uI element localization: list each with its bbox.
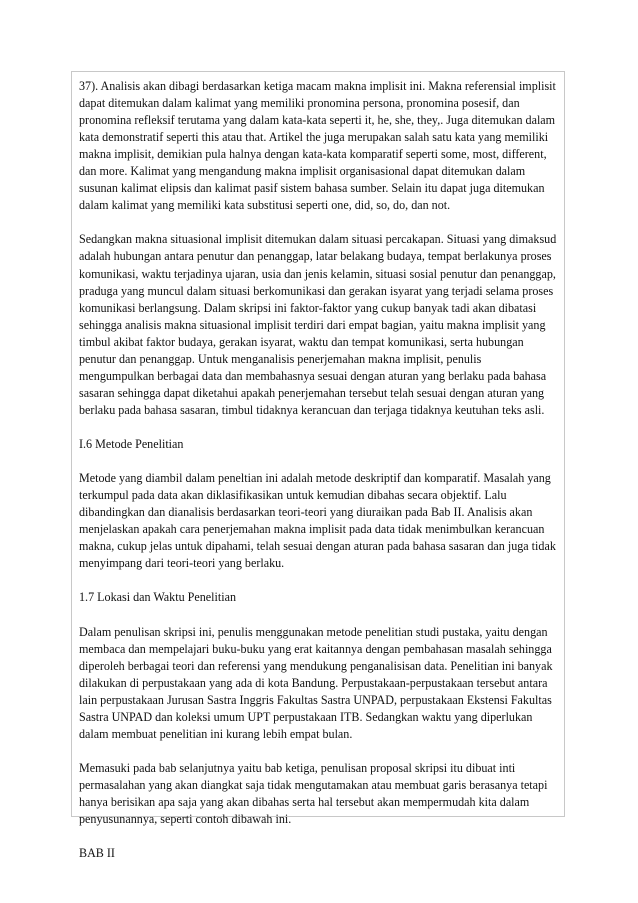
paragraph-gap [79,572,558,589]
paragraph-gap [79,743,558,760]
paragraph-metode: Metode yang diambil dalam peneltian ini adalah metode deskriptif dan komparatif. Masalah yang terkumpul pada data akan diklasifikasikan untuk kemudian dibahas secara objektif. Lalu dibandingkan dan dianalisis berdasarkan teori-teori yang diuraikan pada Bab II. Analisis akan menjelaskan apakah cara penerjemahan makna implisit pada data tidak menimbulkan kerancuan makna, cukup jelas untuk dipahami, telah sesuai dengan aturan pada bahasa sasaran dan juga tidak menyimpang dari teori-teori yang berlaku. [79,471,556,571]
document-page [71,71,565,861]
paragraph-implisit-referensial: 37). Analisis akan dibagi berdasarkan ketiga macam makna implisit ini. Makna referensial implisit dapat ditemukan dalam kalimat yang memiliki pronomina persona, pronomina posesif, dan pronomina refleksif terutama yang dalam kata-kata seperti it, he, she, they,. Juga ditemukan dalam kata demonstratif seperti this atau that. Artikel the juga merupakan salah satu kata yang memiliki makna implisit, demikian pula halnya dengan kata-kata komparatif seperti some, most, different, dan more. Kalimat yang mengandung makna implisit organisasional dapat ditemukan dalam susunan kalimat elipsis dan kalimat pasif sistem bahasa sumber. Selain itu dapat juga ditemukan dalam kalimat yang memiliki kata substitusi seperti one, did, so, do, dan not. [79,79,556,213]
chapter-heading-bab-ii: BAB II [79,846,115,861]
paragraph-gap [79,419,558,436]
paragraph-gap [79,828,558,845]
section-heading-lokasi-waktu: 1.7 Lokasi dan Waktu Penelitian [79,590,236,605]
paragraph-lokasi-waktu: Dalam penulisan skripsi ini, penulis menggunakan metode penelitian studi pustaka, yaitu dengan membaca dan mempelajari buku-buku yang erat kaitannya dengan pembahasan masalah sehingga diperoleh berbagai teori dan referensi yang mendukung penganalisisan data. Penelitian ini banyak dilakukan di perpustakaan yang ada di kota Bandung. Perpustakaan-perpustakaan tersebut antara lain perpustakaan Jurusan Sastra Inggris Fakultas Sastra UNPAD, perpustakaan Ekstensi Fakultas Sastra UNPAD dan koleksi umum UPT perpustakaan ITB. Sedangkan waktu yang diperlukan dalam membuat penelitian ini kurang lebih empat bulan. [79,624,553,741]
paragraph-gap [79,214,558,231]
paragraph-gap [79,453,558,470]
paragraph-gap [79,606,558,623]
paragraph-situasional-implisit: Sedangkan makna situasional implisit ditemukan dalam situasi percakapan. Situasi yang dimaksud adalah hubungan antara penutur dan penanggap, latar belakang budaya, tempat berlakunya proses komunikasi, waktu terjadinya ujaran, usia dan jenis kelamin, situasi sosial penutur dan penanggap, praduga yang muncul dalam situasi berkomunikasi dan gerakan isyarat yang terjadi selama proses komunikasi berlangsung. Dalam skripsi ini faktor-faktor yang cukup banyak tadi akan dibatasi sehingga analisis makna situasional implisit terdiri dari empat bagian, yaitu makna implisit yang timbul akibat faktor budaya, gerakan isyarat, waktu dan tempat komunikasi, serta hubungan penutur dan penanggap. Untuk menganalisis penerjemahan makna implisit, penulis mengumpulkan berbagai data dan membahasnya sesuai dengan aturan yang berlaku pada bahasa sasaran sehingga dapat diketahui apakah penerjemahan tersebut telah sesuai dengan aturan yang berlaku pada bahasa sasaran, timbul tidaknya kerancuan dan terjaga tidaknya keutuhan teks asli. [79,232,557,417]
paragraph-bab-selanjutnya: Memasuki pada bab selanjutnya yaitu bab ketiga, penulisan proposal skripsi itu dibuat inti permasalahan yang akan diangkat saja tidak mengutamakan atau membuat garis berasanya tetapi hanya berisikan apa saja yang akan dibahas serta hal tersebut akan mempermudah kita dalam penyusunannya, seperti contoh dibawah ini. [79,760,548,827]
section-heading-metode-penelitian: I.6 Metode Penelitian [79,436,184,451]
